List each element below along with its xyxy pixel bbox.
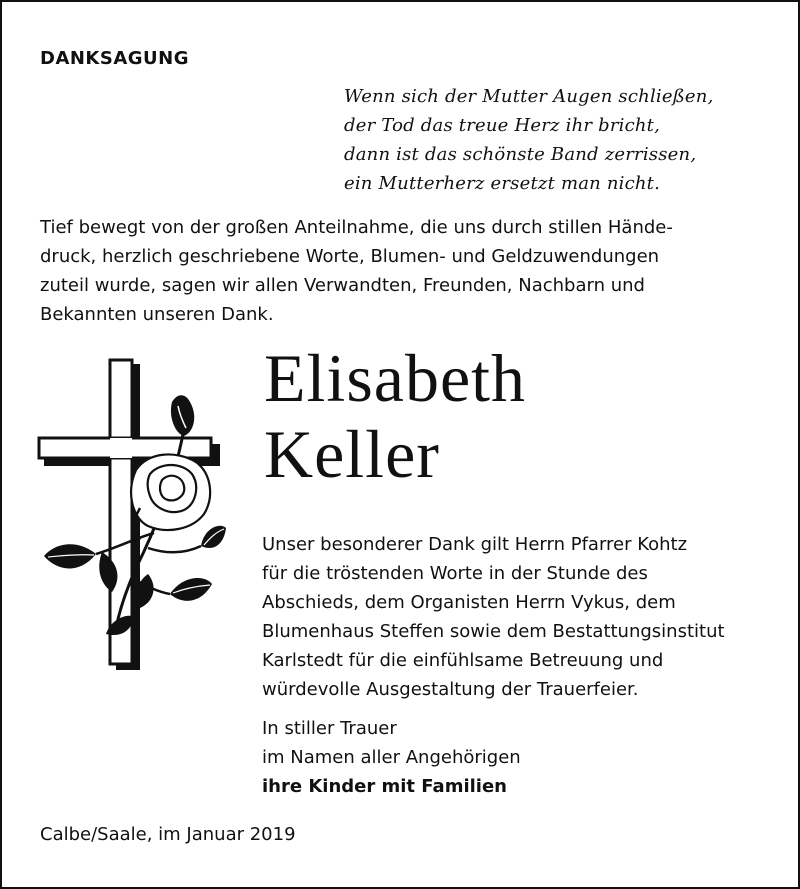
poem-line: ein Mutterherz ersetzt man nicht. [344, 173, 661, 194]
thanks-line: für die tröstenden Worte in der Stunde des [262, 563, 648, 584]
special-thanks-paragraph [262, 530, 725, 704]
deceased-first-name: Elisabeth [264, 340, 527, 416]
signature-family: ihre Kinder mit Familien [262, 776, 507, 797]
thanks-line: Unser besonderer Dank gilt Herrn Pfarrer Kohtz [262, 534, 688, 555]
signature-line: im Namen aller Angehörigen [262, 747, 521, 768]
memorial-poem [344, 82, 714, 198]
intro-paragraph [40, 213, 775, 329]
thanks-line: Karlstedt für die einfühlsame Betreuung und [262, 650, 664, 671]
signature-block [262, 714, 521, 801]
intro-line: Bekannten unseren Dank. [40, 304, 274, 325]
thanks-line: würdevolle Ausgestaltung der Trauerfeier. [262, 679, 639, 700]
thanks-line: Abschieds, dem Organisten Herrn Vykus, dem [262, 592, 676, 613]
intro-line: zuteil wurde, sagen wir allen Verwandten, Freunden, Nachbarn und [40, 275, 645, 296]
cross-with-rose-icon [36, 358, 226, 674]
intro-line: Tief bewegt von der großen Anteilnahme, die uns durch stillen Hände- [40, 217, 673, 238]
signature-line: In stiller Trauer [262, 718, 397, 739]
deceased-last-name: Keller [264, 416, 440, 492]
notice-heading: DANKSAGUNG [40, 48, 190, 69]
poem-line: dann ist das schönste Band zerrissen, [344, 144, 697, 165]
place-and-date: Calbe/Saale, im Januar 2019 [40, 824, 296, 845]
thanks-line: Blumenhaus Steffen sowie dem Bestattungsinstitut [262, 621, 725, 642]
deceased-name [264, 340, 526, 492]
poem-line: Wenn sich der Mutter Augen schließen, [344, 86, 714, 107]
intro-line: druck, herzlich geschriebene Worte, Blumen- und Geldzuwendungen [40, 246, 660, 267]
poem-line: der Tod das treue Herz ihr bricht, [344, 115, 661, 136]
